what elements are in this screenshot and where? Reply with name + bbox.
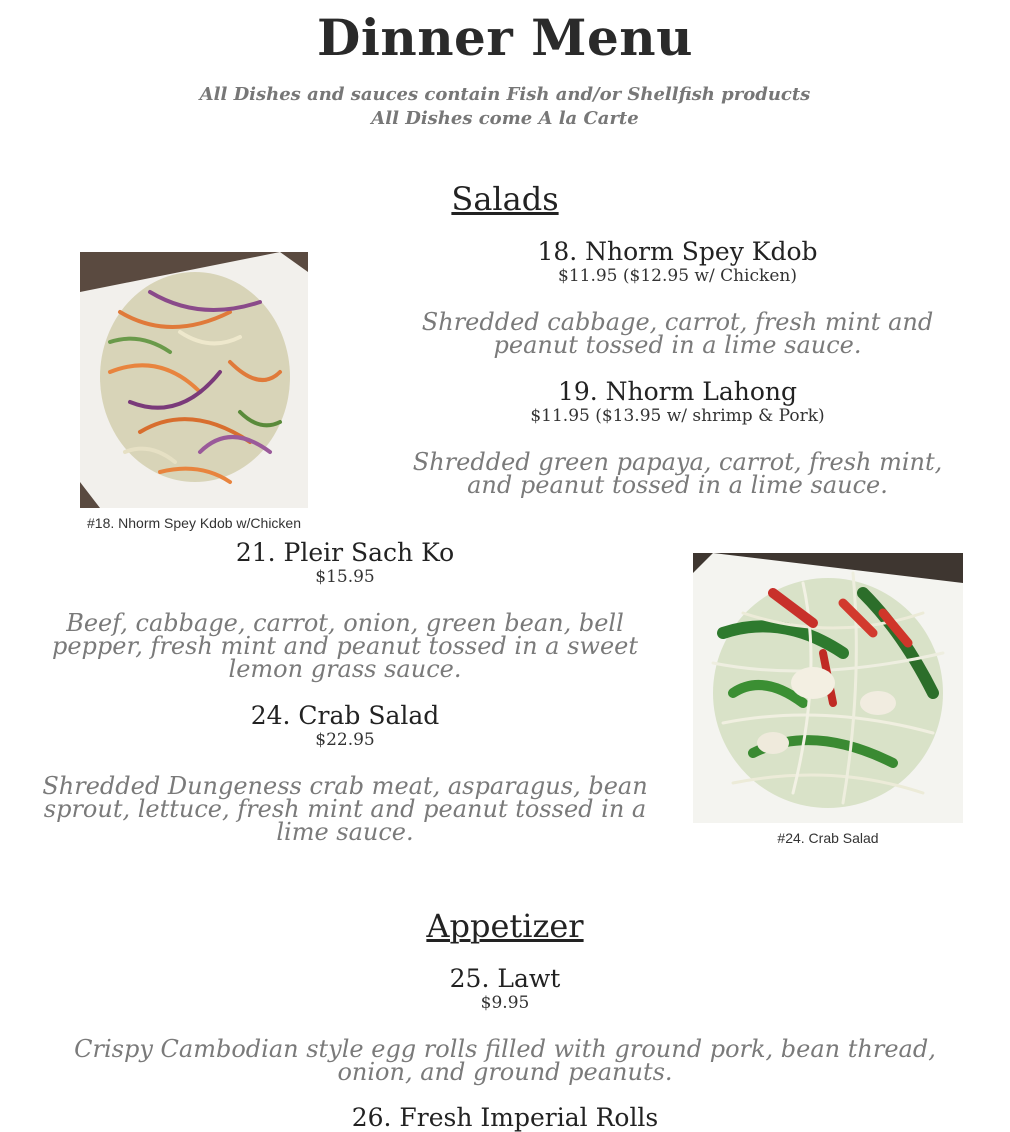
dish-description-25: Crispy Cambodian style egg rolls filled with ground pork, bean thread, onion, and ground peanuts. [74, 1035, 936, 1086]
salad-photo-image [80, 252, 308, 508]
dish-name-26: 26. Fresh Imperial Rolls [351, 1103, 659, 1132]
dish-name-18: 18. Nhorm Spey Kdob [537, 237, 818, 266]
dish-name-19: 19. Nhorm Lahong [557, 377, 798, 406]
photo-nhorm-spey-kdob [80, 252, 308, 508]
section-heading-appetizer: Appetizer [426, 907, 584, 945]
dish-description-18: Shredded cabbage, carrot, fresh mint and peanut tossed in a lime sauce. [421, 308, 934, 359]
dish-price-24: $22.95 [315, 730, 375, 750]
dish-description-24: Shredded Dungeness crab meat, asparagus, bean sprout, lettuce, fresh mint and peanut tossed in a lime sauce. [42, 772, 648, 846]
allergy-note: All Dishes and sauces contain Fish and/or Shellfish products [199, 84, 811, 105]
dish-price-18: $11.95 ($12.95 w/ Chicken) [558, 266, 797, 286]
dish-name-21: 21. Pleir Sach Ko [235, 538, 455, 567]
a-la-carte-note: All Dishes come A la Carte [371, 108, 639, 129]
dish-name-25: 25. Lawt [449, 964, 561, 993]
dish-description-21: Beef, cabbage, carrot, onion, green bean, bell pepper, fresh mint and peanut tossed in a sweet lemon grass sauce. [51, 609, 639, 683]
dish-name-24: 24. Crab Salad [250, 701, 440, 730]
photo-caption-24: #24. Crab Salad [777, 830, 879, 846]
page-title: Dinner Menu [317, 8, 693, 67]
photo-crab-salad [693, 553, 963, 823]
dish-description-19: Shredded green papaya, carrot, fresh mint, and peanut tossed in a lime sauce. [412, 448, 943, 499]
photo-caption-18: #18. Nhorm Spey Kdob w/Chicken [87, 515, 301, 531]
crab-salad-photo-image [693, 553, 963, 823]
dish-price-25: $9.95 [480, 993, 530, 1013]
section-heading-salads: Salads [451, 180, 559, 218]
dish-price-19: $11.95 ($13.95 w/ shrimp & Pork) [530, 406, 825, 426]
dish-price-21: $15.95 [315, 567, 375, 587]
